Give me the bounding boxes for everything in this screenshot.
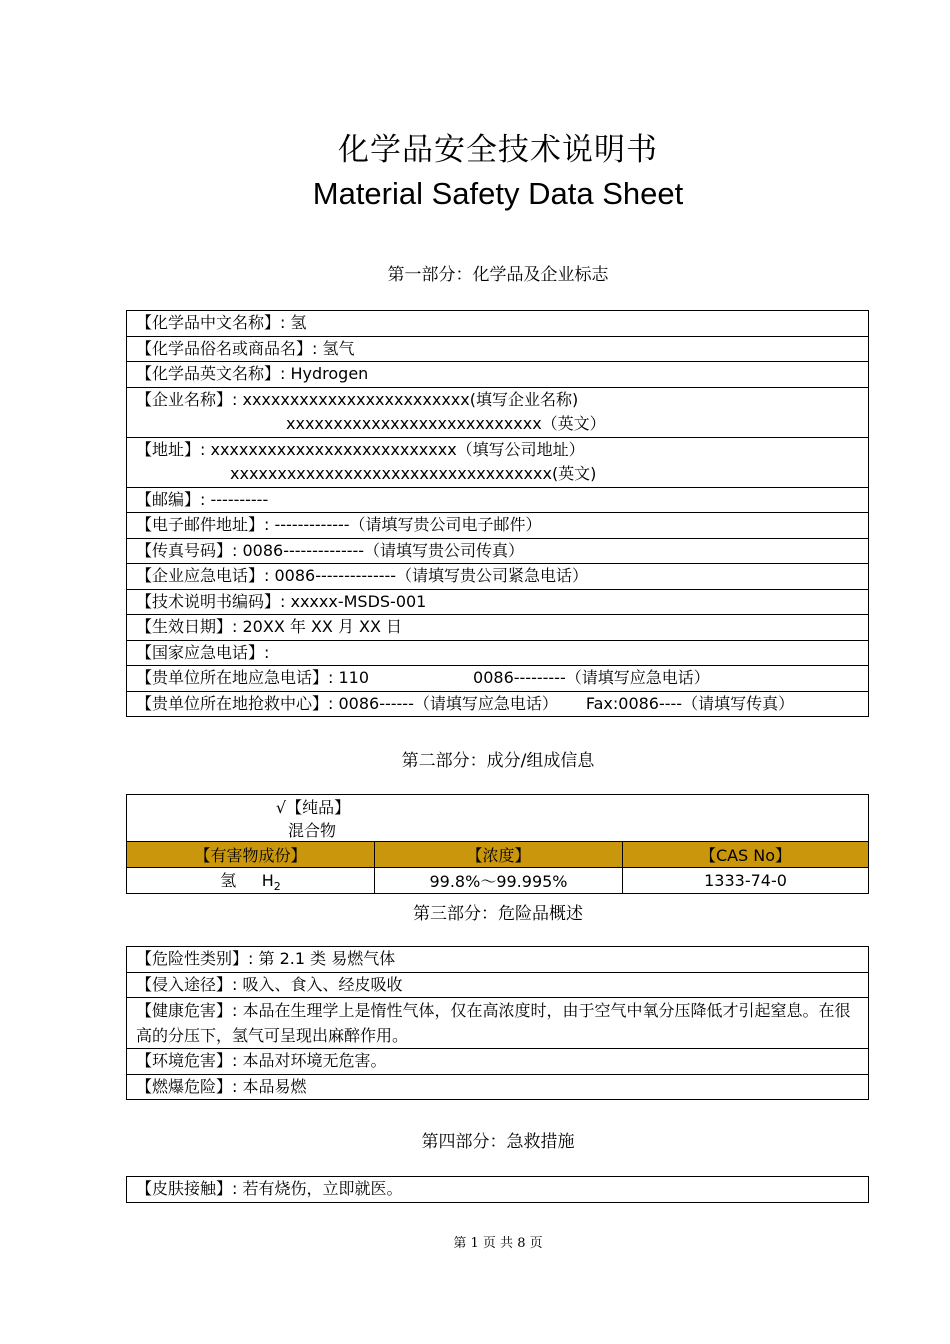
header-concentration: 【浓度】: [375, 842, 623, 868]
company-label: 【企业名称】: [136, 389, 233, 409]
route-label: 【侵入途径】: [136, 974, 233, 994]
section-4-heading: 第四部分：急救措施: [421, 1132, 575, 1152]
en-name-row: [127, 361, 868, 387]
section-3-heading: 第三部分：危险品概述: [413, 904, 583, 924]
code-row: [127, 589, 868, 615]
header-component: 【有害物成份】: [127, 842, 375, 868]
company-row: [127, 387, 868, 437]
section-2-heading: 第二部分：成分/组成信息: [401, 751, 595, 771]
category-label: 【危险性类别】: [136, 949, 249, 968]
section-1-heading: 第一部分：化学品及企业标志: [387, 265, 609, 285]
email-row: [127, 512, 868, 538]
route-value: : 吸入、食入、经皮吸收: [232, 974, 403, 994]
emergency-value: : 0086--------------（请填写贵公司紧急电话）: [264, 566, 589, 585]
fax-value: : 0086--------------（请填写贵公司传真）: [232, 540, 525, 560]
postcode-value: : ----------: [200, 489, 269, 509]
pure-label: √【纯品】: [275, 798, 351, 817]
env-label: 【环境危害】: [136, 1051, 233, 1070]
postcode-label: 【邮编】: [136, 489, 201, 509]
page-footer: 第 1 页 共 8 页: [453, 1236, 543, 1251]
fire-value: : 本品易燃: [232, 1076, 307, 1096]
local-label: 【贵单位所在地应急电话】: [136, 668, 329, 687]
skin-label: 【皮肤接触】: [136, 1179, 233, 1198]
email-label: 【电子邮件地址】: [136, 515, 265, 534]
cas-cell: 1333-74-0: [623, 868, 869, 894]
address-line2: xxxxxxxxxxxxxxxxxxxxxxxxxxxxxxxxxx(英文): [230, 464, 597, 483]
address-label: 【地址】: [136, 439, 201, 459]
date-value: : 20XX 年 XX 月 XX 日: [232, 617, 403, 636]
national-row: [127, 640, 868, 666]
code-label: 【技术说明书编码】: [136, 591, 281, 611]
fire-label: 【燃爆危险】: [136, 1076, 233, 1096]
mixture-label: 混合物: [287, 821, 336, 840]
common-name-value: : 氢气: [312, 338, 355, 358]
part3-table: [126, 946, 869, 1100]
page-subtitle: Material Safety Data Sheet: [312, 176, 684, 211]
health-row: [127, 997, 868, 1048]
address-line1: : xxxxxxxxxxxxxxxxxxxxxxxxxx（填写公司地址）: [200, 439, 585, 459]
common-name-label: 【化学品俗名或商品名】: [136, 338, 313, 358]
address-row: [127, 437, 868, 487]
company-line2: xxxxxxxxxxxxxxxxxxxxxxxxxxx（英文）: [286, 414, 606, 433]
local-emergency-row: [127, 665, 868, 691]
en-name-value: : Hydrogen: [280, 364, 369, 383]
national-value: :: [264, 642, 270, 662]
page-title: 化学品安全技术说明书: [338, 132, 658, 168]
fire-row: [127, 1074, 868, 1100]
national-label: 【国家应急电话】: [136, 642, 265, 662]
rescue-row: [127, 691, 868, 717]
rescue-label: 【贵单位所在地抢救中心】: [136, 693, 329, 713]
header-cas: 【CAS No】: [623, 842, 869, 868]
composition-table: [126, 794, 869, 894]
rescue-value1: : 0086------（请填写应急电话）: [328, 693, 558, 713]
category-row: [127, 947, 868, 972]
category-value: : 第 2.1 类 易燃气体: [248, 949, 396, 968]
email-value: : -------------（请填写贵公司电子邮件）: [264, 515, 542, 534]
cn-name-row: [127, 311, 868, 336]
env-value: : 本品对环境无危害。: [232, 1051, 387, 1070]
fax-row: [127, 538, 868, 564]
code-value: : xxxxx-MSDS-001: [280, 591, 427, 611]
cn-name-label: 【化学品中文名称】: [136, 313, 281, 332]
local-value2: 0086---------（请填写应急电话）: [473, 668, 710, 687]
component-formula: H: [261, 871, 274, 890]
date-row: [127, 614, 868, 640]
composition-header-row: [127, 842, 869, 868]
formula-subscript: 2: [273, 880, 281, 894]
emergency-row: [127, 563, 868, 589]
date-label: 【生效日期】: [136, 617, 233, 636]
concentration-cell: 99.8%～99.995%: [375, 868, 623, 894]
component-name: 氢: [220, 871, 237, 890]
skin-value: : 若有烧伤，立即就医。: [232, 1179, 403, 1198]
fax-label: 【传真号码】: [136, 540, 233, 560]
part1-table: [126, 310, 869, 717]
emergency-label: 【企业应急电话】: [136, 566, 265, 585]
common-name-row: [127, 336, 868, 362]
health-value: : 本品在生理学上是惰性气体，仅在高浓度时，由于空气中氧分压降低才引起窒息。在很高的分压下，氢气可呈现出麻醉作用。: [136, 1001, 851, 1045]
cn-name-value: : 氢: [280, 313, 307, 332]
postcode-row: [127, 487, 868, 513]
en-name-label: 【化学品英文名称】: [136, 364, 281, 383]
part4-table: [126, 1176, 869, 1203]
purity-row: [127, 795, 869, 842]
skin-row: [127, 1177, 868, 1202]
health-label: 【健康危害】: [136, 1001, 233, 1020]
route-row: [127, 972, 868, 998]
local-value1: : 110: [328, 668, 370, 687]
table-row: [127, 868, 869, 894]
environment-row: [127, 1048, 868, 1074]
company-line1: : xxxxxxxxxxxxxxxxxxxxxxxx(填写企业名称): [232, 389, 579, 409]
rescue-value2: Fax:0086----（请填写传真）: [585, 693, 795, 713]
component-cell: [127, 868, 375, 894]
